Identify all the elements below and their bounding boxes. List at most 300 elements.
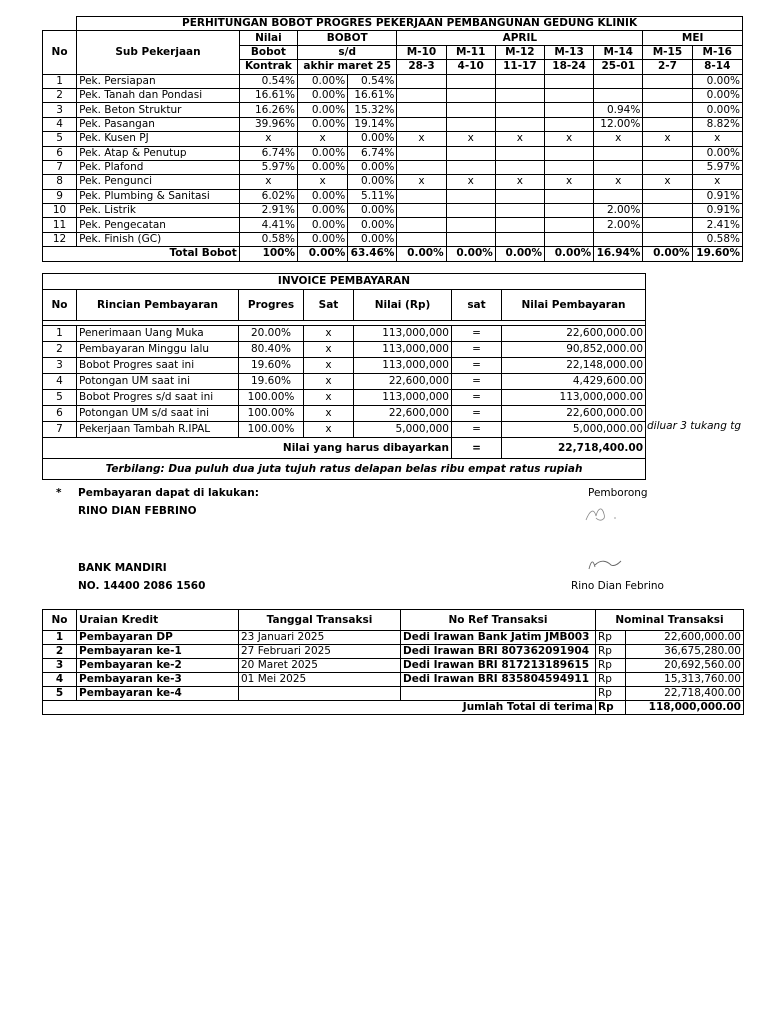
table-row: [43, 204, 743, 218]
week-label: M-13: [544, 45, 593, 59]
row-name: Pek. Finish (GC): [77, 232, 240, 246]
cr-ref: Dedi Irawan BRI 835804594911: [401, 673, 596, 687]
week-label: M-10: [397, 45, 446, 59]
row-kontrak: 0.54%: [239, 74, 297, 88]
row-no: 4: [43, 117, 77, 131]
row-kontrak: 4.41%: [239, 218, 297, 232]
row-kontrak: 5.97%: [239, 160, 297, 174]
row-bobot-1: x: [298, 175, 348, 189]
row-week: [446, 88, 495, 102]
inv-rincian: Potongan UM saat ini: [77, 374, 239, 390]
bullet: *: [56, 487, 62, 499]
cr-uraian: Pembayaran ke-3: [77, 673, 239, 687]
row-week: [594, 160, 643, 174]
table-row: [43, 645, 744, 659]
table-row: [43, 103, 743, 117]
table-row: [43, 132, 743, 146]
total-kontrak: 100%: [239, 247, 297, 261]
inv-no: 7: [43, 422, 77, 438]
row-kontrak: 6.02%: [239, 189, 297, 203]
table-row: [43, 189, 743, 203]
cr-no: 5: [43, 687, 77, 701]
row-bobot-1: 0.00%: [298, 204, 348, 218]
progress-table: [42, 16, 743, 262]
row-bobot-1: 0.00%: [298, 103, 348, 117]
cr-nominal: 22,600,000.00: [626, 631, 744, 645]
inv-rincian: Pekerjaan Tambah R.IPAL: [77, 422, 239, 438]
week-dates: 2-7: [643, 60, 692, 74]
cr-tanggal: [239, 687, 401, 701]
inv-sat: x: [304, 406, 354, 422]
row-no: 9: [43, 189, 77, 203]
week-dates: 11-17: [495, 60, 544, 74]
row-week: [643, 146, 692, 160]
table-row: [43, 160, 743, 174]
cr-rp: Rp: [596, 687, 626, 701]
week-label: M-14: [594, 45, 643, 59]
row-kontrak: 16.26%: [239, 103, 297, 117]
cr-nominal: 15,313,760.00: [626, 673, 744, 687]
inv-progres: 19.60%: [239, 358, 304, 374]
inv-bayar: 90,852,000.00: [502, 342, 646, 358]
inv-eq: =: [452, 406, 502, 422]
row-bobot-2: 0.54%: [348, 74, 397, 88]
inv-col-no: No: [43, 290, 77, 321]
row-week: [544, 103, 593, 117]
week-dates: 28-3: [397, 60, 446, 74]
row-bobot-2: 0.00%: [348, 160, 397, 174]
inv-progres: 100.00%: [239, 406, 304, 422]
row-bobot-2: 16.61%: [348, 88, 397, 102]
inv-rincian: Bobot Progres saat ini: [77, 358, 239, 374]
row-bobot-2: 5.11%: [348, 189, 397, 203]
inv-no: 5: [43, 390, 77, 406]
col-sub: Sub Pekerjaan: [77, 31, 240, 74]
row-week: [495, 117, 544, 131]
inv-progres: 100.00%: [239, 390, 304, 406]
inv-bayar: 113,000,000.00: [502, 390, 646, 406]
row-no: 5: [43, 132, 77, 146]
row-week: [643, 74, 692, 88]
row-week: [544, 204, 593, 218]
row-week: [495, 218, 544, 232]
inv-sat: x: [304, 326, 354, 342]
row-kontrak: x: [239, 175, 297, 189]
row-no: 10: [43, 204, 77, 218]
cr-tanggal: 20 Maret 2025: [239, 659, 401, 673]
inv-sat: x: [304, 374, 354, 390]
row-name: Pek. Kusen PJ: [77, 132, 240, 146]
row-week: [397, 232, 446, 246]
inv-col-sat: Sat: [304, 290, 354, 321]
row-week: x: [692, 132, 742, 146]
row-week: [643, 88, 692, 102]
row-week: [643, 218, 692, 232]
inv-nilai: 113,000,000: [354, 390, 452, 406]
table-row: [43, 687, 744, 701]
row-no: 8: [43, 175, 77, 189]
week-label: M-16: [692, 45, 742, 59]
table-row: [43, 232, 743, 246]
inv-col-rincian: Rincian Pembayaran: [77, 290, 239, 321]
row-week: [397, 160, 446, 174]
row-week: x: [594, 132, 643, 146]
week-dates: 8-14: [692, 60, 742, 74]
row-week: [446, 74, 495, 88]
inv-progres: 19.60%: [239, 374, 304, 390]
row-week: [643, 160, 692, 174]
payment-line: Pembayaran dapat di lakukan:: [78, 487, 259, 499]
cr-col-nominal: Nominal Transaksi: [596, 610, 744, 631]
row-week: 0.00%: [692, 88, 742, 102]
inv-eq: =: [452, 342, 502, 358]
table-row: [43, 358, 646, 374]
cr-col-ref: No Ref Transaksi: [401, 610, 596, 631]
account-number: NO. 14400 2086 1560: [78, 580, 206, 592]
inv-nilai: 113,000,000: [354, 358, 452, 374]
terbilang: Terbilang: Dua puluh dua juta tujuh ratus delapan belas ribu empat ratus rupiah: [43, 459, 646, 480]
inv-col-bayar: Nilai Pembayaran: [502, 290, 646, 321]
row-week: 0.58%: [692, 232, 742, 246]
table-row: [43, 175, 743, 189]
credit-total-rp: Rp: [596, 701, 626, 715]
row-week: [397, 189, 446, 203]
inv-sat: x: [304, 390, 354, 406]
cr-rp: Rp: [596, 631, 626, 645]
row-no: 1: [43, 74, 77, 88]
inv-bayar: 22,148,000.00: [502, 358, 646, 374]
table-row: [43, 218, 743, 232]
row-kontrak: 39.96%: [239, 117, 297, 131]
credit-total-label: Jumlah Total di terima: [43, 701, 596, 715]
row-bobot-2: 15.32%: [348, 103, 397, 117]
signature-mark-1: [582, 502, 628, 524]
cr-col-tanggal: Tanggal Transaksi: [239, 610, 401, 631]
col-bobot-2: s/d: [298, 45, 397, 59]
cr-no: 2: [43, 645, 77, 659]
row-week: 0.91%: [692, 189, 742, 203]
row-name: Pek. Listrik: [77, 204, 240, 218]
credit-table: [42, 609, 744, 715]
inv-col-progres: Progres: [239, 290, 304, 321]
row-bobot-2: 19.14%: [348, 117, 397, 131]
cr-tanggal: 27 Februari 2025: [239, 645, 401, 659]
row-week: 0.00%: [692, 146, 742, 160]
row-week: 5.97%: [692, 160, 742, 174]
row-bobot-1: 0.00%: [298, 74, 348, 88]
row-week: [446, 232, 495, 246]
cr-tanggal: 01 Mei 2025: [239, 673, 401, 687]
cr-ref: Dedi Irawan BRI 817213189615: [401, 659, 596, 673]
row-name: Pek. Tanah dan Pondasi: [77, 88, 240, 102]
row-no: 7: [43, 160, 77, 174]
signature-mark-2: [585, 555, 625, 575]
signer-name: Rino Dian Febrino: [571, 580, 664, 592]
row-week: x: [544, 132, 593, 146]
row-week: [544, 146, 593, 160]
row-bobot-2: 0.00%: [348, 132, 397, 146]
inv-nilai: 22,600,000: [354, 374, 452, 390]
row-no: 12: [43, 232, 77, 246]
inv-eq: =: [452, 374, 502, 390]
table-row: [43, 659, 744, 673]
col-bobot-3: akhir maret 25: [298, 60, 397, 74]
row-kontrak: 2.91%: [239, 204, 297, 218]
total-week: 19.60%: [692, 247, 742, 261]
row-week: [544, 117, 593, 131]
row-week: x: [643, 132, 692, 146]
row-name: Pek. Plafond: [77, 160, 240, 174]
row-week: [397, 88, 446, 102]
row-week: [495, 88, 544, 102]
inv-rincian: Pembayaran Minggu lalu: [77, 342, 239, 358]
row-week: [495, 160, 544, 174]
total-week: 0.00%: [446, 247, 495, 261]
inv-nilai: 113,000,000: [354, 326, 452, 342]
cr-rp: Rp: [596, 659, 626, 673]
row-name: Pek. Pengunci: [77, 175, 240, 189]
row-week: [594, 74, 643, 88]
inv-sat: x: [304, 342, 354, 358]
row-week: x: [594, 175, 643, 189]
week-label: M-11: [446, 45, 495, 59]
row-week: [544, 189, 593, 203]
table-row: [43, 342, 646, 358]
row-name: Pek. Persiapan: [77, 74, 240, 88]
row-week: 2.00%: [594, 204, 643, 218]
inv-bayar: 22,600,000.00: [502, 326, 646, 342]
inv-rincian: Bobot Progres s/d saat ini: [77, 390, 239, 406]
table-row: [43, 673, 744, 687]
inv-bayar: 4,429,600.00: [502, 374, 646, 390]
cr-ref: Dedi Irawan BRI 807362091904: [401, 645, 596, 659]
row-week: 0.00%: [692, 74, 742, 88]
row-week: [495, 189, 544, 203]
row-week: [446, 218, 495, 232]
row-week: 2.41%: [692, 218, 742, 232]
invoice-title: INVOICE PEMBAYARAN: [43, 274, 646, 290]
inv-col-sat2: sat: [452, 290, 502, 321]
inv-nilai: 22,600,000: [354, 406, 452, 422]
table-row: [43, 390, 646, 406]
week-dates: 4-10: [446, 60, 495, 74]
inv-no: 1: [43, 326, 77, 342]
row-kontrak: x: [239, 132, 297, 146]
cr-nominal: 22,718,400.00: [626, 687, 744, 701]
cr-no: 3: [43, 659, 77, 673]
total-week: 0.00%: [544, 247, 593, 261]
table-row: [43, 422, 646, 438]
row-week: x: [397, 175, 446, 189]
table-row: [43, 406, 646, 422]
row-bobot-1: 0.00%: [298, 117, 348, 131]
row-bobot-2: 0.00%: [348, 175, 397, 189]
table-row: [43, 374, 646, 390]
row-no: 6: [43, 146, 77, 160]
inv-no: 6: [43, 406, 77, 422]
row-bobot-2: 6.74%: [348, 146, 397, 160]
row-week: [544, 232, 593, 246]
invoice-table: [42, 273, 646, 480]
row-week: [397, 117, 446, 131]
row-kontrak: 16.61%: [239, 88, 297, 102]
credit-total-value: 118,000,000.00: [626, 701, 744, 715]
week-label: M-15: [643, 45, 692, 59]
pemborong-label: Pemborong: [588, 487, 648, 499]
cr-col-no: No: [43, 610, 77, 631]
due-value: 22,718,400.00: [502, 438, 646, 459]
row-week: 2.00%: [594, 218, 643, 232]
inv-col-nilai: Nilai (Rp): [354, 290, 452, 321]
cr-rp: Rp: [596, 645, 626, 659]
payee-name: RINO DIAN FEBRINO: [78, 505, 197, 517]
row-week: [544, 74, 593, 88]
inv-nilai: 113,000,000: [354, 342, 452, 358]
cr-uraian: Pembayaran ke-2: [77, 659, 239, 673]
inv-eq: =: [452, 422, 502, 438]
cr-tanggal: 23 Januari 2025: [239, 631, 401, 645]
row-week: [643, 189, 692, 203]
row-week: x: [446, 175, 495, 189]
row-bobot-1: 0.00%: [298, 232, 348, 246]
row-week: [446, 146, 495, 160]
row-name: Pek. Plumbing & Sanitasi: [77, 189, 240, 203]
row-no: 11: [43, 218, 77, 232]
row-bobot-1: 0.00%: [298, 218, 348, 232]
due-label: Nilai yang harus dibayarkan: [43, 438, 452, 459]
row-name: Pek. Beton Struktur: [77, 103, 240, 117]
cr-nominal: 36,675,280.00: [626, 645, 744, 659]
row-bobot-2: 0.00%: [348, 232, 397, 246]
row-week: [495, 146, 544, 160]
cr-uraian: Pembayaran DP: [77, 631, 239, 645]
row-no: 2: [43, 88, 77, 102]
total-b1: 0.00%: [298, 247, 348, 261]
inv-sat: x: [304, 358, 354, 374]
row-week: 0.91%: [692, 204, 742, 218]
total-week: 0.00%: [643, 247, 692, 261]
row-week: 8.82%: [692, 117, 742, 131]
row-week: [643, 117, 692, 131]
bank-name: BANK MANDIRI: [78, 562, 167, 574]
row-name: Pek. Pengecatan: [77, 218, 240, 232]
row-kontrak: 0.58%: [239, 232, 297, 246]
row-week: [446, 204, 495, 218]
inv-progres: 100.00%: [239, 422, 304, 438]
row-bobot-1: 0.00%: [298, 146, 348, 160]
col-april: APRIL: [397, 31, 643, 45]
row-week: [544, 160, 593, 174]
week-dates: 25-01: [594, 60, 643, 74]
row-week: [594, 146, 643, 160]
row-bobot-1: 0.00%: [298, 160, 348, 174]
row-kontrak: 6.74%: [239, 146, 297, 160]
col-no: No: [43, 31, 77, 74]
row-week: [594, 232, 643, 246]
total-week: 16.94%: [594, 247, 643, 261]
table-row: [43, 326, 646, 342]
row-week: [446, 160, 495, 174]
cr-ref: Dedi Irawan Bank Jatim JMB003: [401, 631, 596, 645]
row-week: x: [692, 175, 742, 189]
inv-bayar: 22,600,000.00: [502, 406, 646, 422]
col-bobot-1: BOBOT: [298, 31, 397, 45]
inv-no: 3: [43, 358, 77, 374]
week-dates: 18-24: [544, 60, 593, 74]
side-note: diluar 3 tukang tg: [647, 420, 741, 432]
row-bobot-1: 0.00%: [298, 88, 348, 102]
total-week: 0.00%: [495, 247, 544, 261]
cr-col-uraian: Uraian Kredit: [77, 610, 239, 631]
row-bobot-2: 0.00%: [348, 218, 397, 232]
row-name: Pek. Atap & Penutup: [77, 146, 240, 160]
row-week: x: [397, 132, 446, 146]
inv-rincian: Potongan UM s/d saat ini: [77, 406, 239, 422]
row-week: [495, 103, 544, 117]
inv-eq: =: [452, 358, 502, 374]
row-week: [544, 88, 593, 102]
inv-eq: =: [452, 390, 502, 406]
row-week: [446, 103, 495, 117]
table-row: [43, 146, 743, 160]
col-nilai-2: Bobot: [239, 45, 297, 59]
inv-rincian: Penerimaan Uang Muka: [77, 326, 239, 342]
cr-no: 4: [43, 673, 77, 687]
row-week: [643, 204, 692, 218]
table-row: [43, 631, 744, 645]
table-row: [43, 88, 743, 102]
row-week: [643, 103, 692, 117]
inv-bayar: 5,000,000.00: [502, 422, 646, 438]
due-eq: =: [452, 438, 502, 459]
week-label: M-12: [495, 45, 544, 59]
row-week: [446, 117, 495, 131]
row-week: [594, 88, 643, 102]
row-week: x: [446, 132, 495, 146]
inv-nilai: 5,000,000: [354, 422, 452, 438]
table-row: [43, 74, 743, 88]
row-week: [594, 189, 643, 203]
row-bobot-1: x: [298, 132, 348, 146]
table-row: [43, 117, 743, 131]
col-mei: MEI: [643, 31, 743, 45]
row-week: [544, 218, 593, 232]
cr-ref: [401, 687, 596, 701]
row-no: 3: [43, 103, 77, 117]
cr-no: 1: [43, 631, 77, 645]
row-week: [495, 204, 544, 218]
row-week: [495, 232, 544, 246]
total-b2: 63.46%: [348, 247, 397, 261]
row-week: x: [643, 175, 692, 189]
row-week: x: [495, 175, 544, 189]
cr-rp: Rp: [596, 673, 626, 687]
row-week: 0.94%: [594, 103, 643, 117]
col-nilai-3: Kontrak: [239, 60, 297, 74]
inv-progres: 20.00%: [239, 326, 304, 342]
row-week: [495, 74, 544, 88]
total-week: 0.00%: [397, 247, 446, 261]
row-week: 0.00%: [692, 103, 742, 117]
row-name: Pek. Pasangan: [77, 117, 240, 131]
row-week: [397, 103, 446, 117]
cr-uraian: Pembayaran ke-4: [77, 687, 239, 701]
row-week: x: [544, 175, 593, 189]
row-week: [397, 146, 446, 160]
cr-nominal: 20,692,560.00: [626, 659, 744, 673]
row-week: x: [495, 132, 544, 146]
row-week: 12.00%: [594, 117, 643, 131]
